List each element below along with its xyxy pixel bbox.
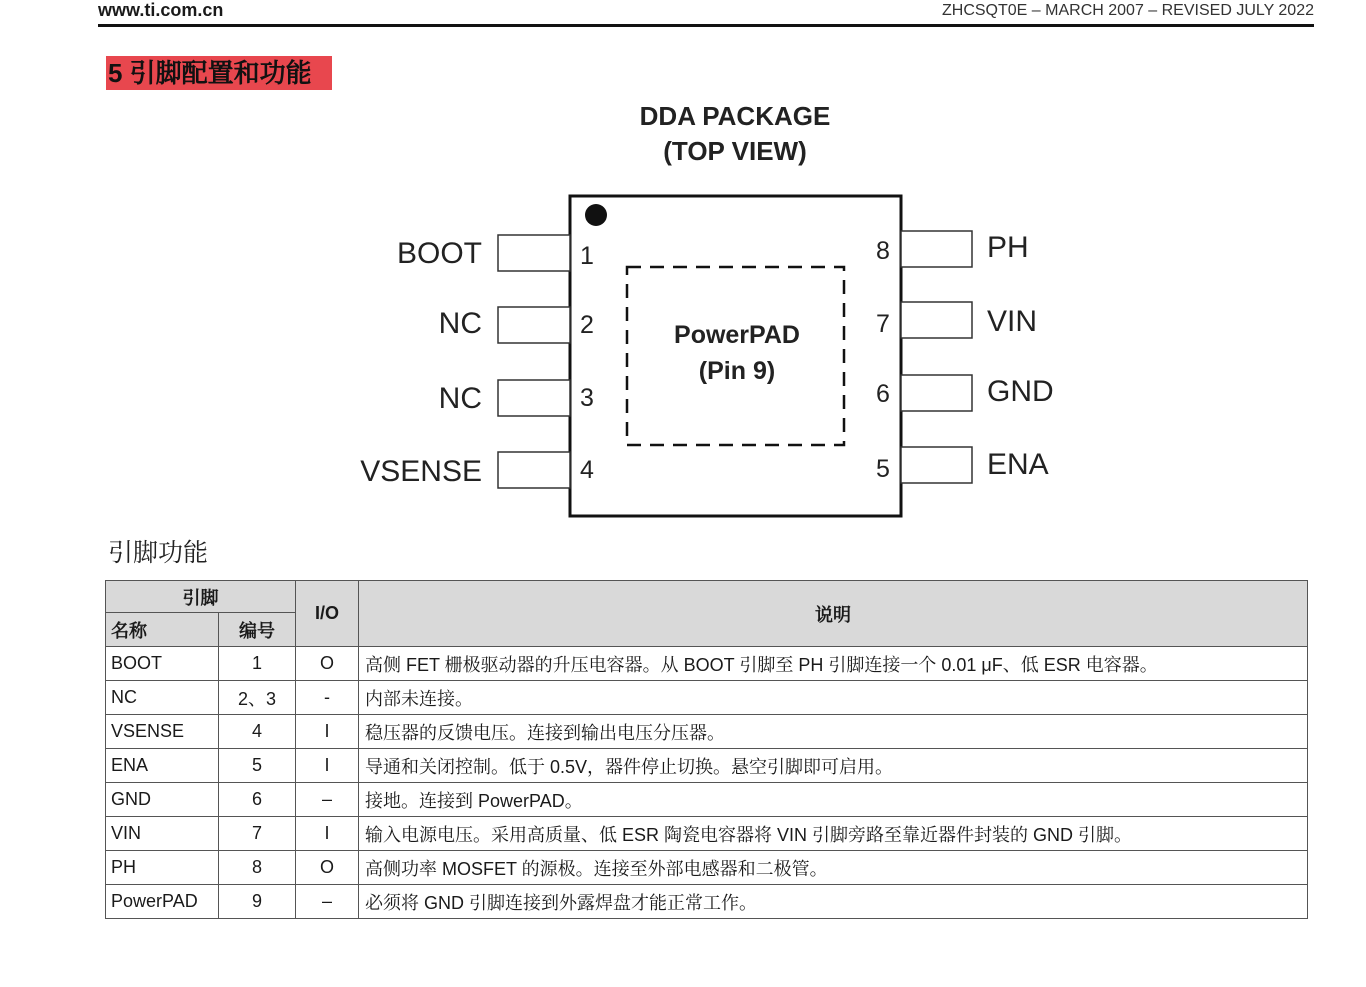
pin-functions-table	[105, 580, 1308, 919]
pin1-marker-dot	[585, 204, 607, 226]
package-body	[570, 196, 901, 516]
number-header: 编号	[219, 613, 296, 647]
pin-name-cell: PH	[106, 851, 219, 885]
pin-lead-8	[901, 231, 972, 267]
pin-number-cell: 7	[219, 817, 296, 851]
pin-description-cell: 高侧功率 MOSFET 的源极。连接至外部电感器和二极管。	[359, 851, 1308, 885]
pin-number-cell: 8	[219, 851, 296, 885]
pin-functions-caption: 引脚功能	[108, 539, 209, 567]
pin-io-cell: I	[296, 749, 359, 783]
pin-description-cell: 接地。连接到 PowerPAD。	[359, 783, 1308, 817]
powerpad-pin-label: (Pin 9)	[698, 357, 776, 385]
pin-number-4: 4	[580, 456, 594, 484]
site-url[interactable]: www.ti.com.cn	[98, 0, 224, 20]
pin-name-cell: VIN	[106, 817, 219, 851]
pin-number-3: 3	[580, 384, 594, 412]
pin-number-cell: 2、3	[219, 681, 296, 715]
pin-name-4: VSENSE	[360, 455, 482, 488]
pin-group-header: 引脚	[106, 581, 296, 613]
package-view: (TOP VIEW)	[663, 136, 807, 166]
pin-number-cell: 9	[219, 885, 296, 919]
pin-lead-2	[498, 307, 570, 343]
pin-io-cell: –	[296, 885, 359, 919]
pin-name-8: PH	[987, 231, 1029, 264]
table-row	[106, 885, 1308, 919]
table-row	[106, 749, 1308, 783]
powerpad-label: PowerPAD	[674, 321, 800, 349]
io-header: I/O	[296, 581, 359, 647]
pin-io-cell: I	[296, 817, 359, 851]
pin-number-cell: 5	[219, 749, 296, 783]
pin-description-cell: 输入电源电压。采用高质量、低 ESR 陶瓷电容器将 VIN 引脚旁路至靠近器件封装的 GND 引脚。	[359, 817, 1308, 851]
pin-description-cell: 内部未连接。	[359, 681, 1308, 715]
pin-number-cell: 1	[219, 647, 296, 681]
section-title: 5 引脚配置和功能	[106, 56, 332, 90]
pin-name-cell: ENA	[106, 749, 219, 783]
pin-lead-6	[901, 375, 972, 411]
pin-number-6: 6	[876, 380, 890, 408]
package-title: DDA PACKAGE	[639, 101, 831, 131]
pin-number-2: 2	[580, 311, 594, 339]
pin-number-5: 5	[876, 455, 890, 483]
pin-number-7: 7	[876, 310, 890, 338]
pin-name-2: NC	[438, 307, 482, 340]
document-reference: ZHCSQT0E – MARCH 2007 – REVISED JULY 2022	[942, 2, 1314, 19]
pin-name-7: VIN	[987, 305, 1038, 338]
pin-io-cell: O	[296, 851, 359, 885]
pin-name-cell: GND	[106, 783, 219, 817]
pin-name-1: BOOT	[396, 237, 482, 270]
pin-description-cell: 高侧 FET 栅极驱动器的升压电容器。从 BOOT 引脚至 PH 引脚连接一个 0.01 μF、低 ESR 电容器。	[359, 647, 1308, 681]
pin-number-cell: 6	[219, 783, 296, 817]
pin-io-cell: O	[296, 647, 359, 681]
pin-lead-3	[498, 380, 570, 416]
pin-description-cell: 导通和关闭控制。低于 0.5V，器件停止切换。悬空引脚即可启用。	[359, 749, 1308, 783]
table-row	[106, 817, 1308, 851]
pin-description-cell: 必须将 GND 引脚连接到外露焊盘才能正常工作。	[359, 885, 1308, 919]
description-header: 说明	[359, 581, 1308, 647]
pin-name-cell: PowerPAD	[106, 885, 219, 919]
pin-io-cell: -	[296, 681, 359, 715]
pin-number-8: 8	[876, 237, 890, 265]
pin-description-cell: 稳压器的反馈电压。连接到输出电压分压器。	[359, 715, 1308, 749]
pin-io-cell: I	[296, 715, 359, 749]
pin-number-cell: 4	[219, 715, 296, 749]
pin-name-cell: NC	[106, 681, 219, 715]
pin-lead-4	[498, 452, 570, 488]
pin-lead-1	[498, 235, 570, 271]
pin-lead-7	[901, 302, 972, 338]
pin-name-6: GND	[987, 375, 1054, 408]
table-row	[106, 647, 1308, 681]
table-row	[106, 681, 1308, 715]
pin-name-3: NC	[438, 382, 482, 415]
name-header: 名称	[106, 613, 219, 647]
pin-name-cell: BOOT	[106, 647, 219, 681]
pin-lead-5	[901, 447, 972, 483]
table-row	[106, 783, 1308, 817]
pin-number-1: 1	[580, 242, 594, 270]
table-row	[106, 851, 1308, 885]
pin-name-5: ENA	[987, 448, 1049, 481]
pin-io-cell: –	[296, 783, 359, 817]
table-row	[106, 715, 1308, 749]
pin-name-cell: VSENSE	[106, 715, 219, 749]
